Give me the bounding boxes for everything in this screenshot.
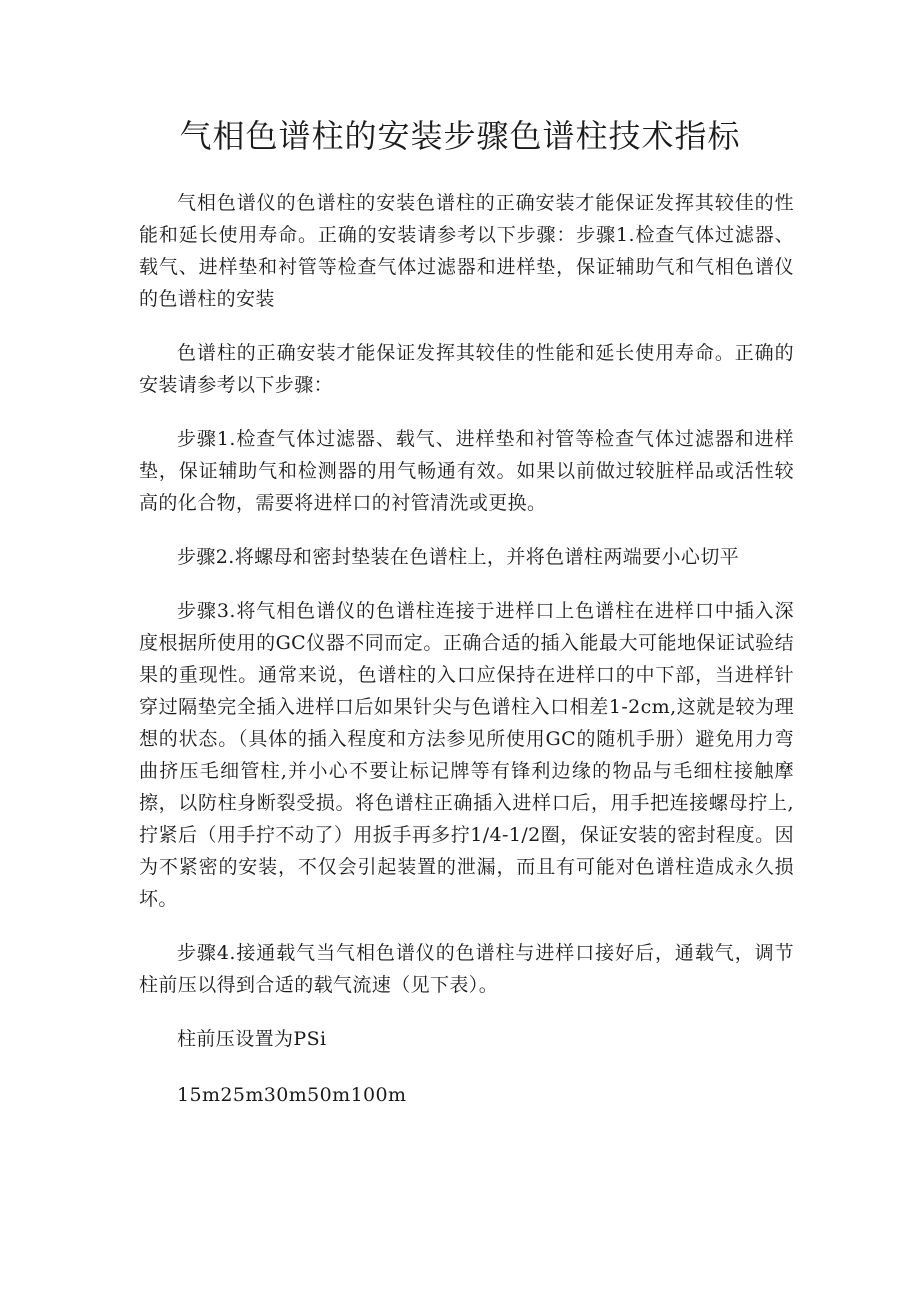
paragraph-step-1: 步骤1.检查气体过滤器、载气、进样垫和衬管等检查气体过滤器和进样垫，保证辅助气和检测器的用气畅通有效。如果以前做过较脏样品或活性较高的化合物，需要将进样口的衬管清洗或更换。	[139, 428, 794, 514]
document-title: 气相色谱柱的安装步骤色谱柱技术指标	[179, 117, 741, 155]
paragraph-pressure-setting: 柱前压设置为PSi	[177, 1028, 327, 1050]
paragraph-step-4: 步骤4.接通载气当气相色谱仪的色谱柱与进样口接好后，通载气，调节柱前压以得到合适的载气流速（见下表）。	[139, 942, 794, 996]
paragraph-overview: 色谱柱的正确安装才能保证发挥其较佳的性能和延长使用寿命。正确的安装请参考以下步骤：	[139, 342, 794, 396]
paragraph-step-2: 步骤2.将螺母和密封垫装在色谱柱上，并将色谱柱两端要小心切平	[177, 546, 740, 568]
paragraph-intro: 气相色谱仪的色谱柱的安装色谱柱的正确安装才能保证发挥其较佳的性能和延长使用寿命。正确的安装请参考以下步骤：步骤1.检查气体过滤器、载气、进样垫和衬管等检查气体过滤器和进样垫，保证辅助气和气相色谱仪的色谱柱的安装	[139, 192, 794, 310]
document-body	[139, 187, 794, 1135]
paragraph-column-lengths: 15m25m30m50m100m	[177, 1084, 407, 1106]
paragraph-step-3: 步骤3.将气相色谱仪的色谱柱连接于进样口上色谱柱在进样口中插入深度根据所使用的GC仪器不同而定。正确合适的插入能最大可能地保证试验结果的重现性。通常来说，色谱柱的入口应保持在进样口的中下部，当进样针穿过隔垫完全插入进样口后如果针尖与色谱柱入口相差1-2cm,这就是较为理想的状态。（具体的插入程度和方法参见所使用GC的随机手册）避免用力弯曲挤压毛细管柱,并小心不要让标记牌等有锋利边缘的物品与毛细柱接触摩擦，以防柱身断裂受损。将色谱柱正确插入进样口后，用手把连接螺母拧上,拧紧后（用手拧不动了）用扳手再多拧1/4-1/2圈，保证安装的密封程度。因为不紧密的安装，不仅会引起装置的泄漏，而且有可能对色谱柱造成永久损坏。	[139, 600, 794, 910]
